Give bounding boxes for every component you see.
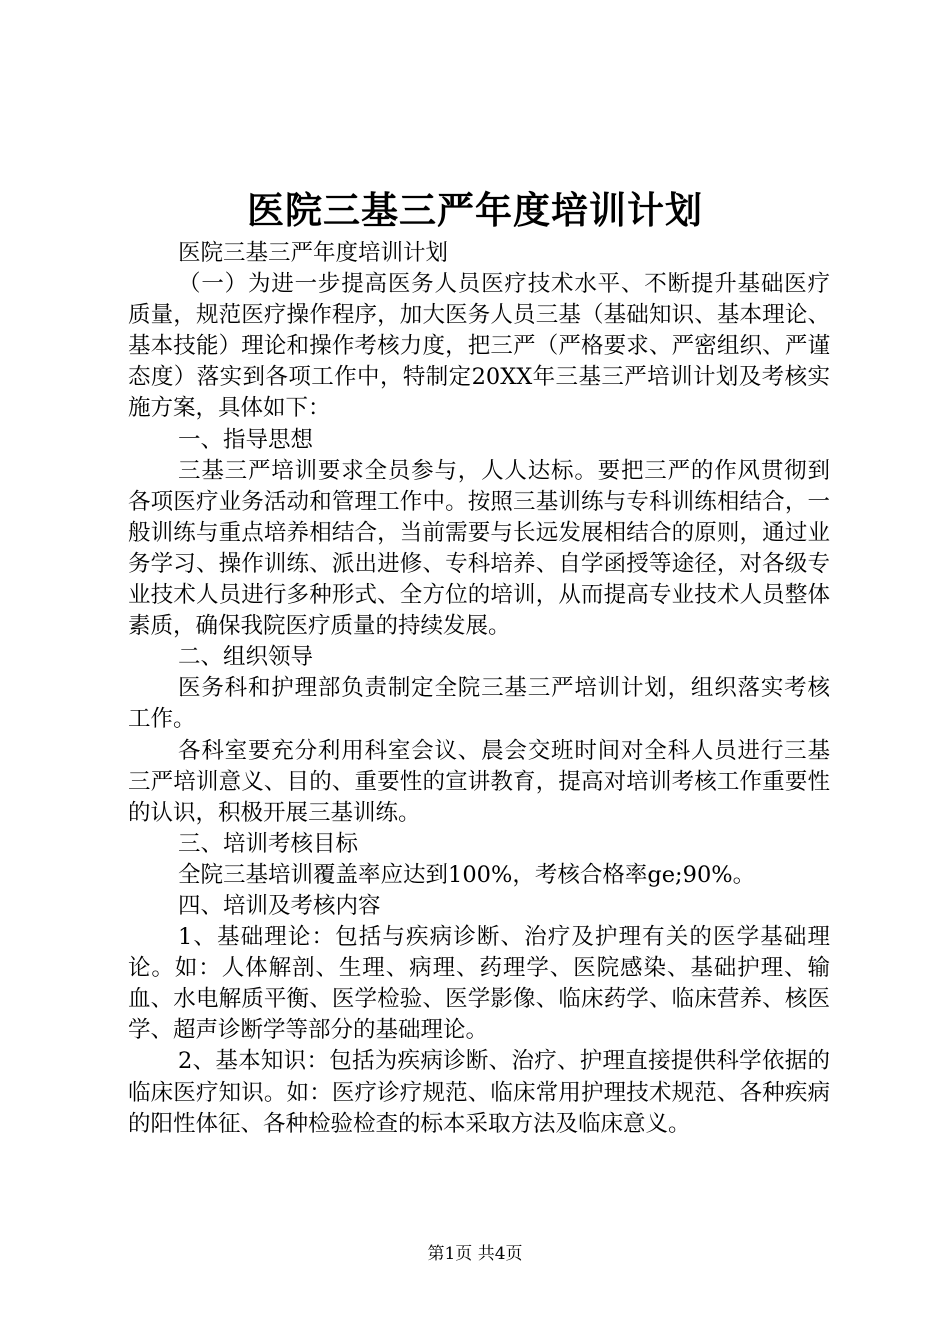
paragraph-basic-theory: 1、基础理论：包括与疾病诊断、治疗及护理有关的医学基础理论。如：人体解剖、生理、病理、药理学、医院感染、基础护理、输血、水电解质平衡、医学检验、医学影像、临床药学、临床营养、核医学、超声诊断学等部分的基础理论。 xyxy=(128,924,830,1044)
section-heading-guiding-thought: 一、指导思想 xyxy=(178,426,314,453)
section-heading-targets: 三、培训考核目标 xyxy=(178,830,359,857)
paragraph-guiding-thought: 三基三严培训要求全员参与，人人达标。要把三严的作风贯彻到各项医疗业务活动和管理工作中。按照三基训练与专科训练相结合，一般训练与重点培养相结合，当前需要与长远发展相结合的原则，通过业务学习、操作训练、派出进修、专科培养、自学函授等途径，对各级专业技术人员进行多种形式、全方位的培训，从而提高专业技术人员整体素质，确保我院医疗质量的持续发展。 xyxy=(128,457,830,640)
paragraph-subtitle: 医院三基三严年度培训计划 xyxy=(178,240,449,266)
document-body xyxy=(128,238,830,1140)
paragraph-organization-1: 医务科和护理部负责制定全院三基三严培训计划，组织落实考核工作。 xyxy=(128,675,830,733)
paragraph-targets: 全院三基培训覆盖率应达到100%，考核合格率ge;90%。 xyxy=(178,861,756,888)
page-number: 第1页 共4页 xyxy=(427,1244,523,1264)
paragraph-organization-2: 各科室要充分利用科室会议、晨会交班时间对全科人员进行三基三严培训意义、目的、重要性的宣讲教育，提高对培训考核工作重要性的认识，积极开展三基训练。 xyxy=(128,737,830,826)
section-heading-organization: 二、组织领导 xyxy=(178,644,314,671)
section-heading-content: 四、培训及考核内容 xyxy=(178,892,381,919)
paragraph-intro: （一）为进一步提高医务人员医疗技术水平、不断提升基础医疗质量，规范医疗操作程序，加大医务人员三基（基础知识、基本理论、基本技能）理论和操作考核力度，把三严（严格要求、严密组织、严谨态度）落实到各项工作中，特制定20XX年三基三严培训计划及考核实施方案，具体如下： xyxy=(128,271,830,422)
paragraph-basic-knowledge: 2、基本知识：包括为疾病诊断、治疗、护理直接提供科学依据的临床医疗知识。如：医疗诊疗规范、临床常用护理技术规范、各种疾病的阳性体征、各种检验检查的标本采取方法及临床意义。 xyxy=(128,1048,830,1137)
document-title: 医院三基三严年度培训计划 xyxy=(247,188,703,232)
